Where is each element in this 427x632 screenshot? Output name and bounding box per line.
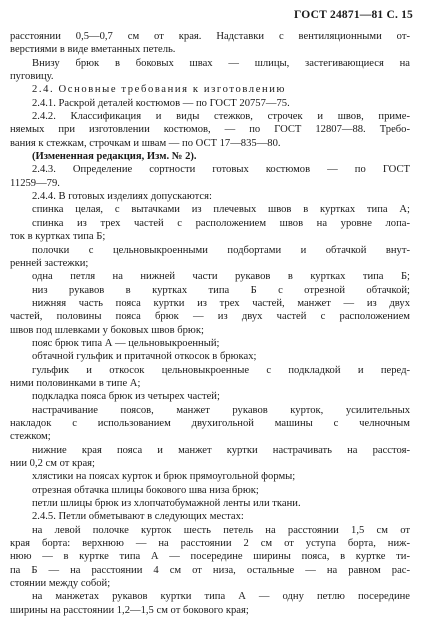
list-item: швов под шлевками у боковых швов брюк; <box>10 324 204 336</box>
list-item: па Б — на расстоянии 4 см от низа, остальные — на равном рас- <box>10 564 410 576</box>
page-header: ГОСТ 24871—81 С. 15 <box>294 9 413 21</box>
list-item: накладок с использованием двухигольной машины с челночным <box>10 417 410 429</box>
text-line: 2.4.3. Определение сортности готовых костюмов — по ГОСТ <box>32 164 410 176</box>
list-item: одна петля на нижней части рукавов в куртках типа Б; <box>32 271 410 283</box>
text-line: расстоянии 0,5—0,7 см от края. Надставки с вентиляционными от- <box>10 31 410 42</box>
list-item: спинка из трех частей с расположением швов на уровне лопа- <box>32 217 410 229</box>
list-item: ренней застежки; <box>10 257 89 269</box>
list-item: ними половинками в типе А; <box>10 377 141 389</box>
list-item: стежком; <box>10 431 51 443</box>
list-item: нижняя часть пояса куртки из трех частей, манжет — из двух <box>32 297 410 309</box>
amendment-note: (Измененная редакция, Изм. № 2). <box>32 151 197 163</box>
text-line: 11259—79. <box>10 177 60 189</box>
text-line: 2.4.5. Петли обметывают в следующих местах: <box>32 511 244 523</box>
text-line: пуговицу. <box>10 71 54 83</box>
list-item: пояс брюк типа А — цельновыкроенный; <box>32 337 220 349</box>
list-item: частей, половины пояса брюк — из двух частей с расположением <box>10 311 410 323</box>
text-line: вания к стежкам, строчкам и швам — по ОСТ 17—835—80. <box>10 137 281 149</box>
list-item: на манжетах рукавов куртки типа А — одну петлю посередине <box>32 591 410 603</box>
list-item: низ рукавов в куртках типа Б с отрезной обтачкой; <box>32 284 410 296</box>
list-item: нюю — в куртке типа А — посередине ширины пояса, в куртке ти- <box>10 551 410 563</box>
list-item: полочки с цельновыкроенными подбортами и обтачкой внут- <box>32 244 410 256</box>
section-heading: 2.4. Основные требования к изготовлению <box>32 84 287 96</box>
list-item: отрезная обтачка шлицы бокового шва низа брюк; <box>32 484 259 496</box>
list-item: нижние края пояса и манжет куртки настрачивать на расстоя- <box>32 444 410 456</box>
list-item: петли шлицы брюк из хлопчатобумажной ленты или ткани. <box>32 498 301 510</box>
text-line: Внизу брюк в боковых швах — шлицы, застегивающиеся на <box>32 57 410 69</box>
text-line: 2.4.2. Классификация и виды стежков, строчек и швов, приме- <box>32 111 410 123</box>
list-item: ток в куртках типа Б; <box>10 231 106 243</box>
text-line: верстиями в виде вметанных петель. <box>10 44 176 56</box>
text-line: няемых при изготовлении костюмов, — по ГОСТ 12807—88. Требо- <box>10 124 410 136</box>
list-item: на левой полочке курток шесть петель на расстоянии 1,5 см от <box>32 524 410 536</box>
list-item: нии 0,2 см от края; <box>10 458 95 469</box>
list-item: гульфик и откосок цельновыкроенные с подкладкой и перед- <box>32 364 410 376</box>
list-item: края борта: верхнюю — на расстоянии 2 см от уступа борта, ниж- <box>10 538 410 550</box>
list-item: обтачной гульфик и притачной откосок в брюках; <box>32 351 257 363</box>
text-line: 2.4.4. В готовых изделиях допускаются: <box>32 191 212 203</box>
list-item: стоянии между собой; <box>10 578 111 590</box>
document-body <box>10 30 410 617</box>
text-line: 2.4.1. Раскрой деталей костюмов — по ГОСТ 20757—75. <box>32 97 290 109</box>
list-item: настрачивание поясов, манжет рукавов курток, усилительных <box>32 404 410 416</box>
list-item: спинка целая, с вытачками из плечевых швов в куртках типа А; <box>32 204 410 216</box>
list-item: ширины на расстоянии 1,2—1,5 см от бокового края; <box>10 604 249 616</box>
list-item: хлястики на поясах курток и брюк прямоугольной формы; <box>32 471 296 483</box>
list-item: подкладка пояса брюк из четырех частей; <box>32 391 220 403</box>
